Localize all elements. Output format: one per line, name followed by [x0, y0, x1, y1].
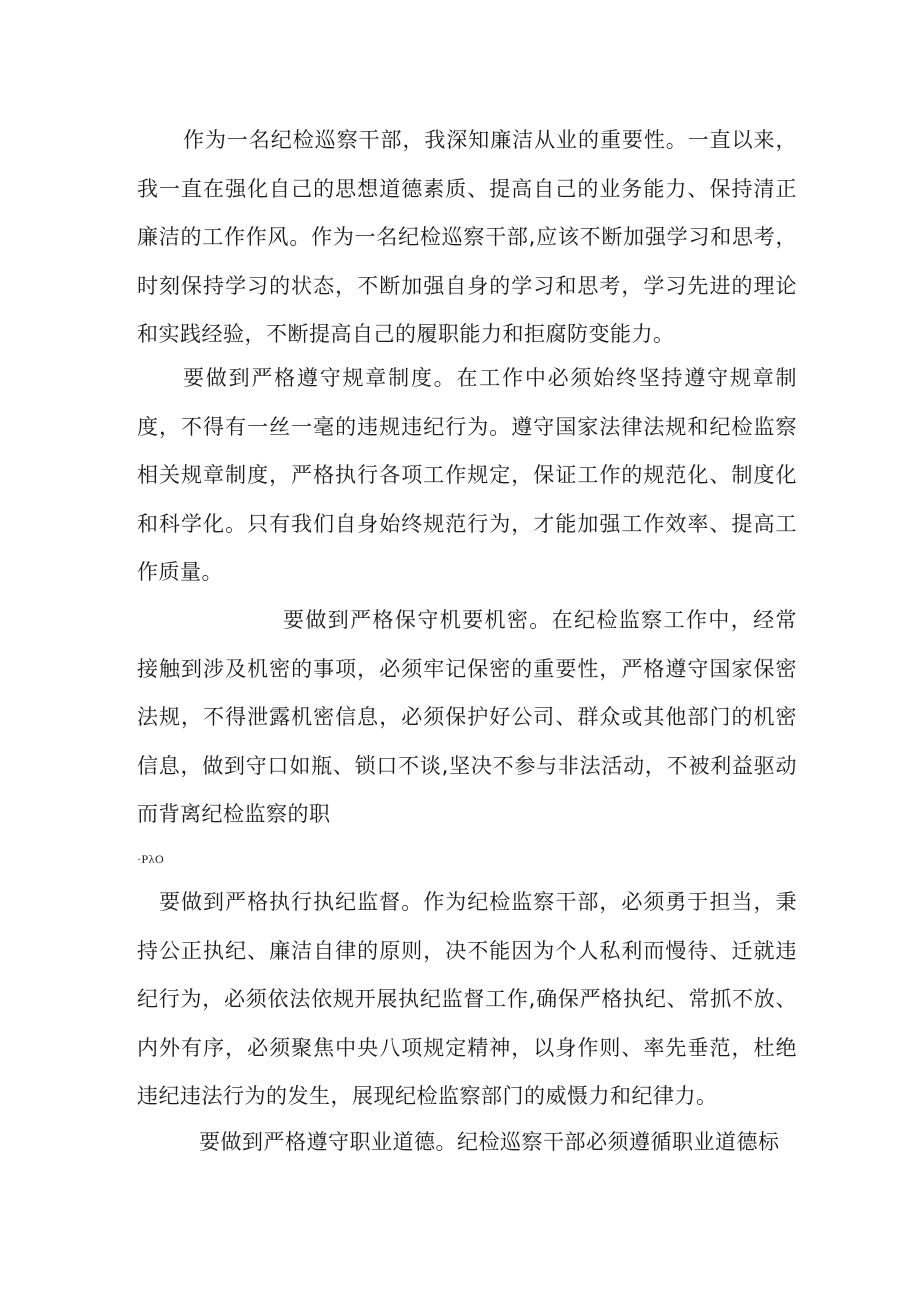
- paragraph-rules: 要做到严格遵守规章制度。在工作中必须始终坚持遵守规章制度，不得有一丝一毫的违规违纪行为。遵守国家法律法规和纪检监察相关规章制度，严格执行各项工作规定，保证工作的规范化、制度化和科学化。只有我们自身始终规范行为，才能加强工作效率、提高工作质量。: [137, 366, 797, 584]
- paragraph-study: 作为一名纪检巡察干部，我深知廉洁从业的重要性。一直以来，我一直在强化自己的思想道德素质、提高自己的业务能力、保持清正廉洁的工作作风。作为一名纪检巡察干部,应该不断加强学习和思考，时刻保持学习的状态，不断加强自身的学习和思考，学习先进的理论和实践经验，不断提高自己的履职能力和拒腐防变能力。: [137, 128, 797, 346]
- paragraph-secrecy: 要做到严格保守机要机密。在纪检监察工作中，经常接触到涉及机密的事项，必须牢记保密的重要性，严格遵守国家保密法规，不得泄露机密信息，必须保护好公司、群众或其他部门的机密信息，做到守口如瓶、锁口不谈,坚决不参与非法活动，不被利益驱动而背离纪检监察的职: [137, 608, 797, 826]
- page-marker: ·PλO: [137, 852, 165, 866]
- paragraph-ethics: 要做到严格遵守职业道德。纪检巡察干部必须遵循职业道德标: [199, 1130, 780, 1154]
- paragraph-supervision: 要做到严格执行执纪监督。作为纪检监察干部，必须勇于担当，秉持公正执纪、廉洁自律的原则，决不能因为个人私利而慢待、迁就违纪行为，必须依法依规开展执纪监督工作,确保严格执纪、常抓不放、内外有序，必须聚焦中央八项规定精神，以身作则、率先垂范，杜绝违纪违法行为的发生，展现纪检监察部门的威慑力和纪律力。: [137, 890, 797, 1108]
